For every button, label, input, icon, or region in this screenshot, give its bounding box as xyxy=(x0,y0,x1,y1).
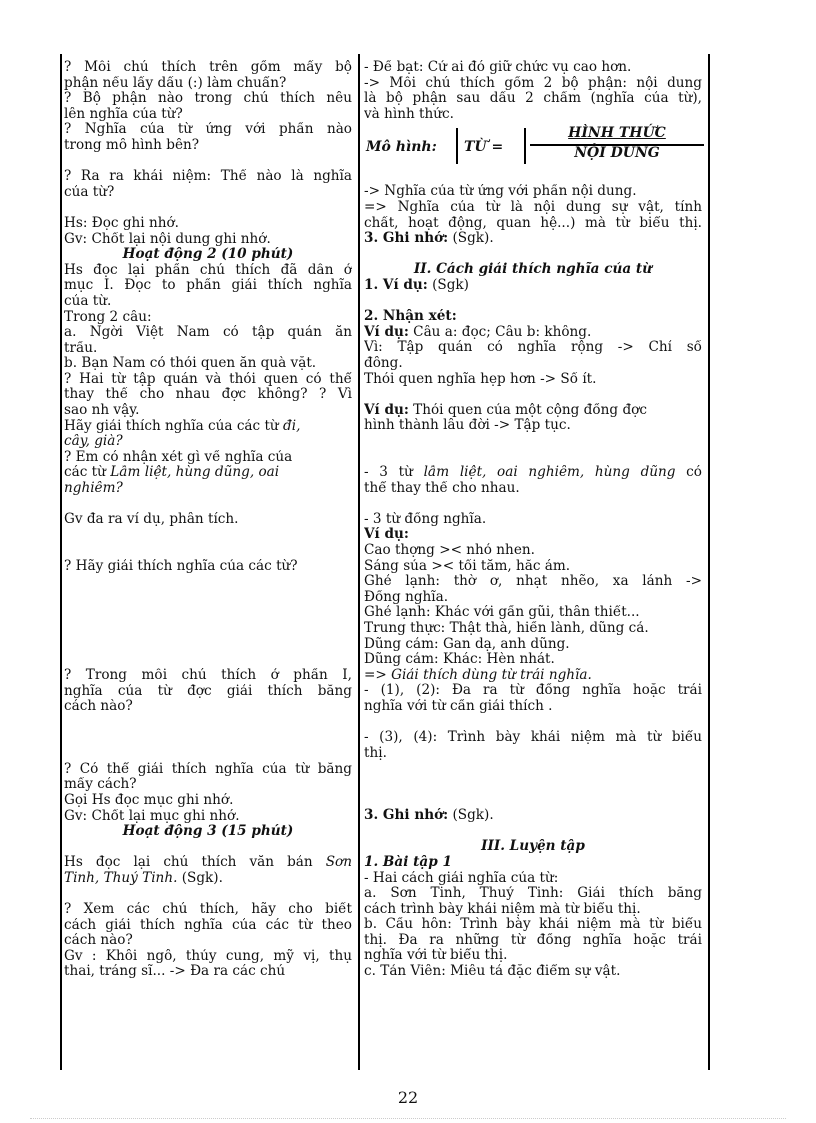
right-line xyxy=(364,761,702,777)
right-line: Ví dụ: Câu a: đọc; Câu b: không. xyxy=(364,324,592,340)
right-top-line: - Đề bạt: Cử ai đó giữ chức vụ cao hơn. xyxy=(364,60,632,75)
left-line xyxy=(64,746,352,762)
left-line: ? Em có nhận xét gì về nghĩa của xyxy=(64,449,293,465)
right-line: Cao thợng >< nhỏ nhen. xyxy=(364,543,535,559)
right-line xyxy=(364,793,702,809)
right-line: => Nghĩa của từ là nội dung sự vật, tính xyxy=(364,199,702,215)
model-denominator: NỘI DUNG xyxy=(574,145,660,162)
left-line: ? Mỗi chú thích trên gồm mấy bộ xyxy=(64,60,352,75)
right-line: cách trình bày khái niệm mà từ biểu thị. xyxy=(364,901,641,917)
left-line: lên nghĩa của từ? xyxy=(64,106,183,122)
model-bar xyxy=(456,128,458,164)
right-line: Dũng cảm: Gan dạ, anh dũng. xyxy=(364,636,570,652)
right-line xyxy=(364,824,702,840)
left-line: Gv: Chốt lại nội dung ghi nhớ. xyxy=(64,231,271,247)
right-line: - (1), (2): Đa ra từ đồng nghĩa hoặc trái xyxy=(364,683,702,699)
left-line: ? Xem các chú thích, hãy cho biết xyxy=(64,902,352,918)
right-line: b. Cầu hôn: Trình bày khái niệm mà từ biểu xyxy=(364,917,702,933)
model-numerator: HÌNH THỨC xyxy=(568,125,666,142)
right-line xyxy=(364,247,702,263)
left-line: Hoạt động 2 (10 phút) xyxy=(122,247,294,263)
left-line: cây, già? xyxy=(64,434,123,450)
left-line: mục I. Đọc to phần giải thích nghĩa xyxy=(64,278,352,294)
right-line: a. Sơn Tinh, Thuỷ Tinh: Giải thích bằng xyxy=(364,886,702,902)
model-label: Mô hình: xyxy=(366,139,437,156)
right-line: 3. Ghi nhớ: (Sgk). xyxy=(364,808,494,824)
right-line: II. Cách giải thích nghĩa của từ xyxy=(413,262,653,278)
left-line: cách giải thích nghĩa của các từ theo xyxy=(64,917,352,933)
right-line: Dũng cảm: Khác: Hèn nhát. xyxy=(364,652,555,668)
right-top-line: -> Mỗi chú thích gồm 2 bộ phận: nội dung xyxy=(364,75,702,91)
right-line: c. Tản Viên: Miêu tả đặc điểm sự vật. xyxy=(364,964,621,980)
model-word: TỪ = xyxy=(464,139,504,156)
right-line: Đồng nghĩa. xyxy=(364,589,449,605)
left-line: Hãy giải thích nghĩa của các từ đi, xyxy=(64,418,301,434)
right-line: chất, hoạt động, quan hệ...) mà từ biểu thị. xyxy=(364,215,702,231)
right-line: Ghẻ lạnh: thờ ơ, nhạt nhẽo, xa lánh -> xyxy=(364,574,702,590)
left-line: ? Có thể giải thích nghĩa của từ bằng xyxy=(64,761,352,777)
right-line: nghĩa với từ cần giải thích . xyxy=(364,698,553,714)
left-line xyxy=(64,528,352,544)
left-line: ? Trong mỗi chú thích ở phần I, xyxy=(64,668,352,684)
right-line: Ví dụ: xyxy=(364,527,409,543)
left-line: trầu. xyxy=(64,340,98,356)
right-line: 1. Bài tập 1 xyxy=(364,854,452,870)
left-line xyxy=(64,543,352,559)
right-line xyxy=(364,294,702,310)
left-line: ? Ra ra khái niệm: Thế nào là nghĩa xyxy=(64,169,352,185)
left-line: Hs đọc lại chú thích văn bản Sơn xyxy=(64,855,352,871)
right-top-lines xyxy=(364,60,702,122)
left-line: thai, tráng sĩ... -> Đa ra các chú xyxy=(64,964,286,980)
left-line xyxy=(64,653,352,669)
table-border-left xyxy=(60,54,62,1070)
left-line: ? Bộ phận nào trong chú thích nêu xyxy=(64,91,352,107)
left-line xyxy=(64,575,352,591)
left-line: ? Hãy giải thích nghĩa của các từ? xyxy=(64,559,298,574)
right-line: -> Nghĩa của từ ứng với phần nội dung. xyxy=(364,184,637,200)
right-line: 2. Nhận xét: xyxy=(364,309,457,325)
left-line: mấy cách? xyxy=(64,777,137,793)
right-column xyxy=(364,60,702,980)
left-line: b. Bạn Nam có thói quen ăn quà vặt. xyxy=(64,356,317,372)
right-line: thị. xyxy=(364,745,387,761)
left-line: sao nh vậy. xyxy=(64,403,140,419)
left-line xyxy=(64,886,352,902)
model-bar xyxy=(524,128,526,164)
left-line: Gv: Chốt lại mục ghi nhớ. xyxy=(64,808,240,824)
left-line: Gv : Khôi ngô, thủy cung, mỹ vị, thụ xyxy=(64,948,352,964)
table-border-right xyxy=(708,54,710,1070)
left-column xyxy=(64,60,352,980)
right-line: - 3 từ đồng nghĩa. xyxy=(364,511,487,527)
right-line: Sáng sủa >< tối tăm, hắc ám. xyxy=(364,558,571,574)
right-line xyxy=(364,434,702,450)
left-line: Gọi Hs đọc mục ghi nhớ. xyxy=(64,792,234,808)
right-line xyxy=(364,387,702,403)
left-line xyxy=(64,154,352,170)
left-line: Trong 2 câu: xyxy=(64,309,152,325)
left-line: thay thế cho nhau đợc không? ? Vì xyxy=(64,387,352,403)
right-line: - (3), (4): Trình bày khái niệm mà từ biểu xyxy=(364,730,702,746)
right-line: - 3 từ lẫm liệt, oai nghiêm, hùng dũng có xyxy=(364,465,702,481)
left-line xyxy=(64,731,352,747)
left-line: Tinh, Thuỷ Tinh. (Sgk). xyxy=(64,870,223,886)
right-line: hình thành lâu đời -> Tập tục. xyxy=(364,418,571,434)
right-line xyxy=(364,715,702,731)
left-line: Hoạt động 3 (15 phút) xyxy=(122,824,294,840)
left-line: trong mô hình bên? xyxy=(64,137,200,153)
word-model-diagram xyxy=(364,126,702,178)
right-line: Ghẻ lạnh: Khác với gần gũi, thân thiết... xyxy=(364,605,640,621)
left-line: các từ Lẫm liệt, hùng dũng, oai xyxy=(64,465,280,481)
left-line: phận nếu lấy dấu (:) làm chuẩn? xyxy=(64,75,287,91)
right-bottom-lines xyxy=(364,184,702,979)
right-line: Trung thực: Thật thà, hiền lành, dũng cả. xyxy=(364,621,649,636)
right-line: - Hai cách giải nghĩa của từ: xyxy=(364,870,559,886)
left-line xyxy=(64,621,352,637)
right-line: 3. Ghi nhớ: (Sgk). xyxy=(364,231,494,247)
right-line: Vì: Tập quán có nghĩa rộng -> Chỉ số xyxy=(364,340,702,356)
page-edge-dots xyxy=(30,1118,786,1119)
left-line: cách nào? xyxy=(64,699,133,715)
left-line: Hs: Đọc ghi nhớ. xyxy=(64,215,179,231)
table-column-divider xyxy=(358,54,360,1070)
left-line xyxy=(64,606,352,622)
right-line: => Giải thích dùng từ trái nghĩa. xyxy=(364,667,592,683)
right-line xyxy=(364,777,702,793)
left-line: của từ? xyxy=(64,184,115,200)
right-line xyxy=(364,449,702,465)
left-line: ? Hai từ tập quán và thói quen có thể xyxy=(64,371,352,387)
right-line: đông. xyxy=(364,355,403,371)
right-line: III. Luyện tập xyxy=(481,839,585,855)
left-line: Hs đọc lại phần chú thích đã dẫn ở xyxy=(64,262,352,278)
left-line: nghĩa của từ đợc giải thích bằng xyxy=(64,683,352,699)
right-line xyxy=(364,496,702,512)
left-line: ? Nghĩa của từ ứng với phần nào xyxy=(64,122,352,138)
right-top-line: và hình thức. xyxy=(364,106,454,122)
left-line xyxy=(64,590,352,606)
right-top-line: là bộ phận sau dấu 2 chấm (nghĩa của từ), xyxy=(364,91,702,107)
left-line: a. Ngời Việt Nam có tập quán ăn xyxy=(64,325,352,341)
page-number: 22 xyxy=(397,1088,419,1107)
left-line xyxy=(64,715,352,731)
left-line: cách nào? xyxy=(64,933,133,949)
right-line: Thói quen nghĩa hẹp hơn -> Số ít. xyxy=(364,371,597,387)
right-line: thị. Đa ra những từ đồng nghĩa hoặc trái xyxy=(364,932,702,948)
right-line: 1. Ví dụ: (Sgk) xyxy=(364,277,469,293)
left-line xyxy=(64,637,352,653)
left-line: nghiêm? xyxy=(64,481,123,497)
right-line: Ví dụ: Thói quen của một cộng đồng đợc xyxy=(364,402,647,418)
right-line: thể thay thế cho nhau. xyxy=(364,480,520,496)
left-line xyxy=(64,497,352,513)
left-line: Gv đa ra ví dụ, phân tích. xyxy=(64,512,239,528)
left-line xyxy=(64,200,352,216)
left-line: của từ. xyxy=(64,293,112,309)
right-line: nghĩa với từ biểu thị. xyxy=(364,948,508,964)
left-line xyxy=(64,840,352,856)
